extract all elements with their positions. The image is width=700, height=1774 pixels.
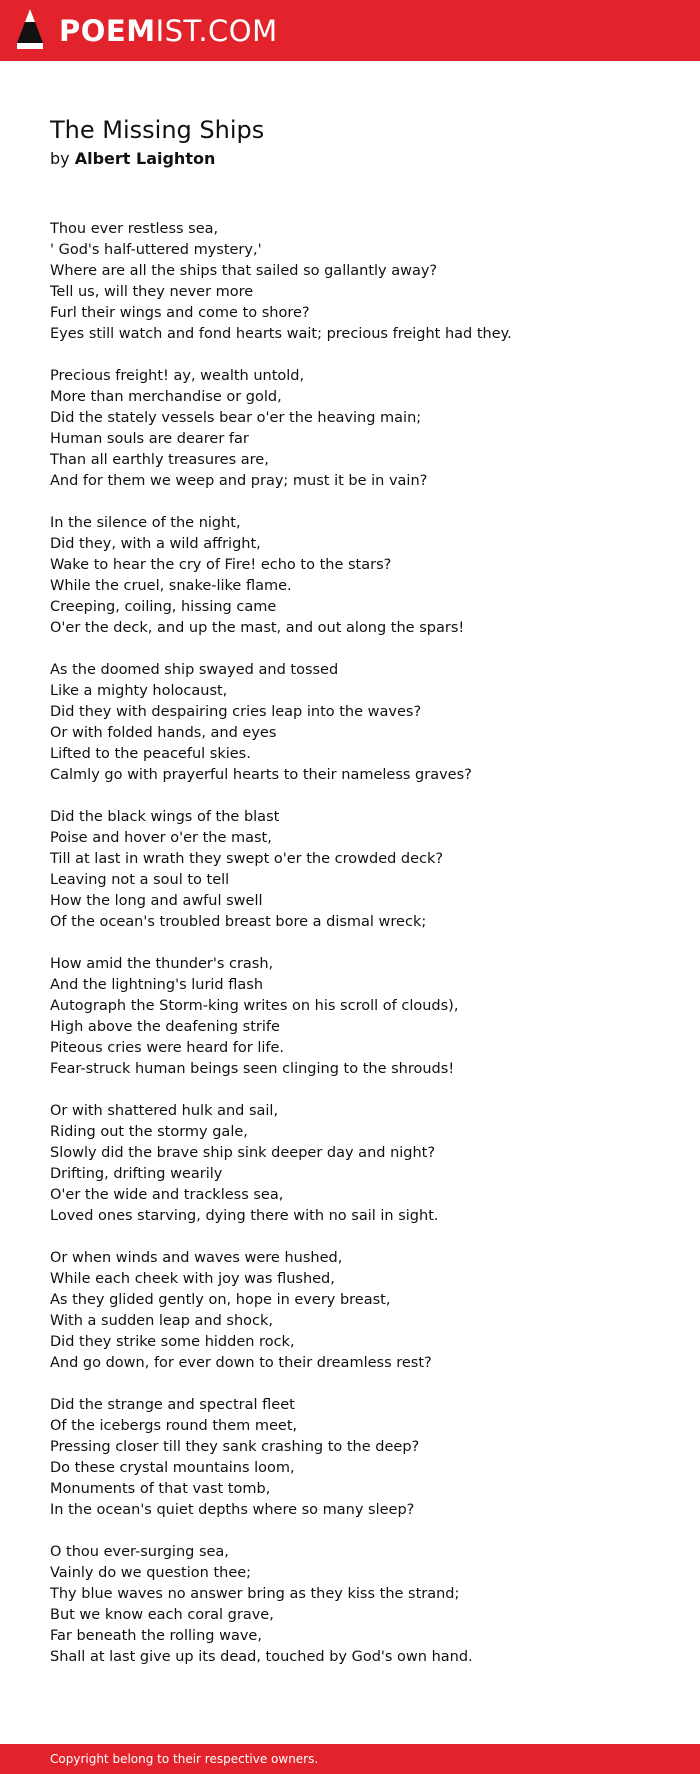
poem-line: Shall at last give up its dead, touched by God's own hand.	[50, 1649, 473, 1665]
poem-line: Did the stately vessels bear o'er the heaving main;	[50, 410, 422, 426]
poem-line: Creeping, coiling, hissing came	[50, 599, 277, 615]
poem-stanza	[50, 366, 670, 492]
byline-prefix: by	[50, 149, 70, 168]
footer-copyright: Copyright belong to their respective owners.	[50, 1752, 319, 1766]
poem-line: While each cheek with joy was flushed,	[50, 1271, 335, 1287]
poem-stanza	[50, 1101, 670, 1227]
poem-line: Till at last in wrath they swept o'er the crowded deck?	[50, 851, 444, 867]
poem-byline	[50, 147, 215, 171]
poem-title: The Missing Ships	[50, 116, 265, 144]
poem-stanza	[50, 660, 670, 786]
logo-bold-text: POEM	[59, 14, 156, 48]
poem-line: In the ocean's quiet depths where so many sleep?	[50, 1502, 415, 1518]
poem-line: Precious freight! ay, wealth untold,	[50, 368, 305, 384]
logo-light-text: IST.COM	[155, 14, 278, 48]
poem-line: How amid the thunder's crash,	[50, 956, 274, 972]
poem-line: Loved ones starving, dying there with no sail in sight.	[50, 1208, 439, 1224]
poem-line: Far beneath the rolling wave,	[50, 1628, 262, 1644]
poem-line: But we know each coral grave,	[50, 1607, 274, 1623]
poem-line: Did they with despairing cries leap into the waves?	[50, 704, 422, 720]
poem-line: Vainly do we question thee;	[50, 1565, 252, 1581]
poem-line: Thou ever restless sea,	[50, 221, 219, 237]
poem-line: ' God's half-uttered mystery,'	[50, 242, 262, 258]
poem-line: Slowly did the brave ship sink deeper day and night?	[50, 1145, 436, 1161]
poem-line: More than merchandise or gold,	[50, 389, 282, 405]
poem-line: Or when winds and waves were hushed,	[50, 1250, 343, 1266]
poem-line: Or with folded hands, and eyes	[50, 725, 277, 741]
poem-stanza	[50, 1395, 670, 1521]
poem-line: And go down, for ever down to their dreamless rest?	[50, 1355, 432, 1371]
poem-line: Poise and hover o'er the mast,	[50, 830, 272, 846]
poem-line: Lifted to the peaceful skies.	[50, 746, 251, 762]
poem-line: And for them we weep and pray; must it be in vain?	[50, 473, 428, 489]
poem-line: Furl their wings and come to shore?	[50, 305, 310, 321]
poem-line: Autograph the Storm-king writes on his scroll of clouds),	[50, 998, 459, 1014]
poem-line: Leaving not a soul to tell	[50, 872, 230, 888]
poem-line: Of the ocean's troubled breast bore a dismal wreck;	[50, 914, 427, 930]
poem-line: Wake to hear the cry of Fire! echo to the stars?	[50, 557, 392, 573]
poem-line: Or with shattered hulk and sail,	[50, 1103, 279, 1119]
poem-line: High above the deafening strife	[50, 1019, 280, 1035]
poem-line: Where are all the ships that sailed so gallantly away?	[50, 263, 438, 279]
poem-line: Drifting, drifting wearily	[50, 1166, 223, 1182]
poem-line: In the silence of the night,	[50, 515, 241, 531]
poem-stanza	[50, 219, 670, 345]
poem-stanza	[50, 954, 670, 1080]
poem-line: As they glided gently on, hope in every breast,	[50, 1292, 391, 1308]
poem-line: While the cruel, snake-like flame.	[50, 578, 292, 594]
poem-line: Piteous cries were heard for life.	[50, 1040, 285, 1056]
poem-line: O'er the deck, and up the mast, and out along the spars!	[50, 620, 465, 636]
poem-line: Than all earthly treasures are,	[50, 452, 269, 468]
poem-line: O thou ever-surging sea,	[50, 1544, 229, 1560]
poem-author: Albert Laighton	[74, 149, 216, 168]
site-header	[0, 0, 700, 61]
poem-line: And the lightning's lurid flash	[50, 977, 264, 993]
pencil-icon	[17, 9, 43, 53]
poem-line: Did the black wings of the blast	[50, 809, 280, 825]
poem-line: Did they, with a wild affright,	[50, 536, 261, 552]
poem-line: Monuments of that vast tomb,	[50, 1481, 271, 1497]
poem-stanza	[50, 1248, 670, 1374]
poem-line: Thy blue waves no answer bring as they kiss the strand;	[50, 1586, 460, 1602]
site-footer	[0, 1744, 700, 1774]
poem-line: Did the strange and spectral fleet	[50, 1397, 295, 1413]
poem-stanza	[50, 807, 670, 933]
poem-line: O'er the wide and trackless sea,	[50, 1187, 284, 1203]
poem-line: Of the icebergs round them meet,	[50, 1418, 298, 1434]
poem-body	[50, 219, 670, 1689]
poem-line: Did they strike some hidden rock,	[50, 1334, 295, 1350]
poem-stanza	[50, 1542, 670, 1668]
poem-line: How the long and awful swell	[50, 893, 263, 909]
logo-wordmark	[59, 9, 278, 53]
poem-line: Do these crystal mountains loom,	[50, 1460, 295, 1476]
site-logo[interactable]	[17, 9, 278, 53]
poem-line: Fear-struck human beings seen clinging to the shrouds!	[50, 1061, 455, 1077]
poem-line: Eyes still watch and fond hearts wait; precious freight had they.	[50, 326, 512, 342]
poem-line: Calmly go with prayerful hearts to their nameless graves?	[50, 767, 472, 783]
poem-line: As the doomed ship swayed and tossed	[50, 662, 339, 678]
poem-line: Like a mighty holocaust,	[50, 683, 228, 699]
poem-stanza	[50, 513, 670, 639]
poem-line: Tell us, will they never more	[50, 284, 254, 300]
poem-line: Human souls are dearer far	[50, 431, 249, 447]
poem-line: Riding out the stormy gale,	[50, 1124, 248, 1140]
poem-line: With a sudden leap and shock,	[50, 1313, 274, 1329]
poem-line: Pressing closer till they sank crashing to the deep?	[50, 1439, 420, 1455]
